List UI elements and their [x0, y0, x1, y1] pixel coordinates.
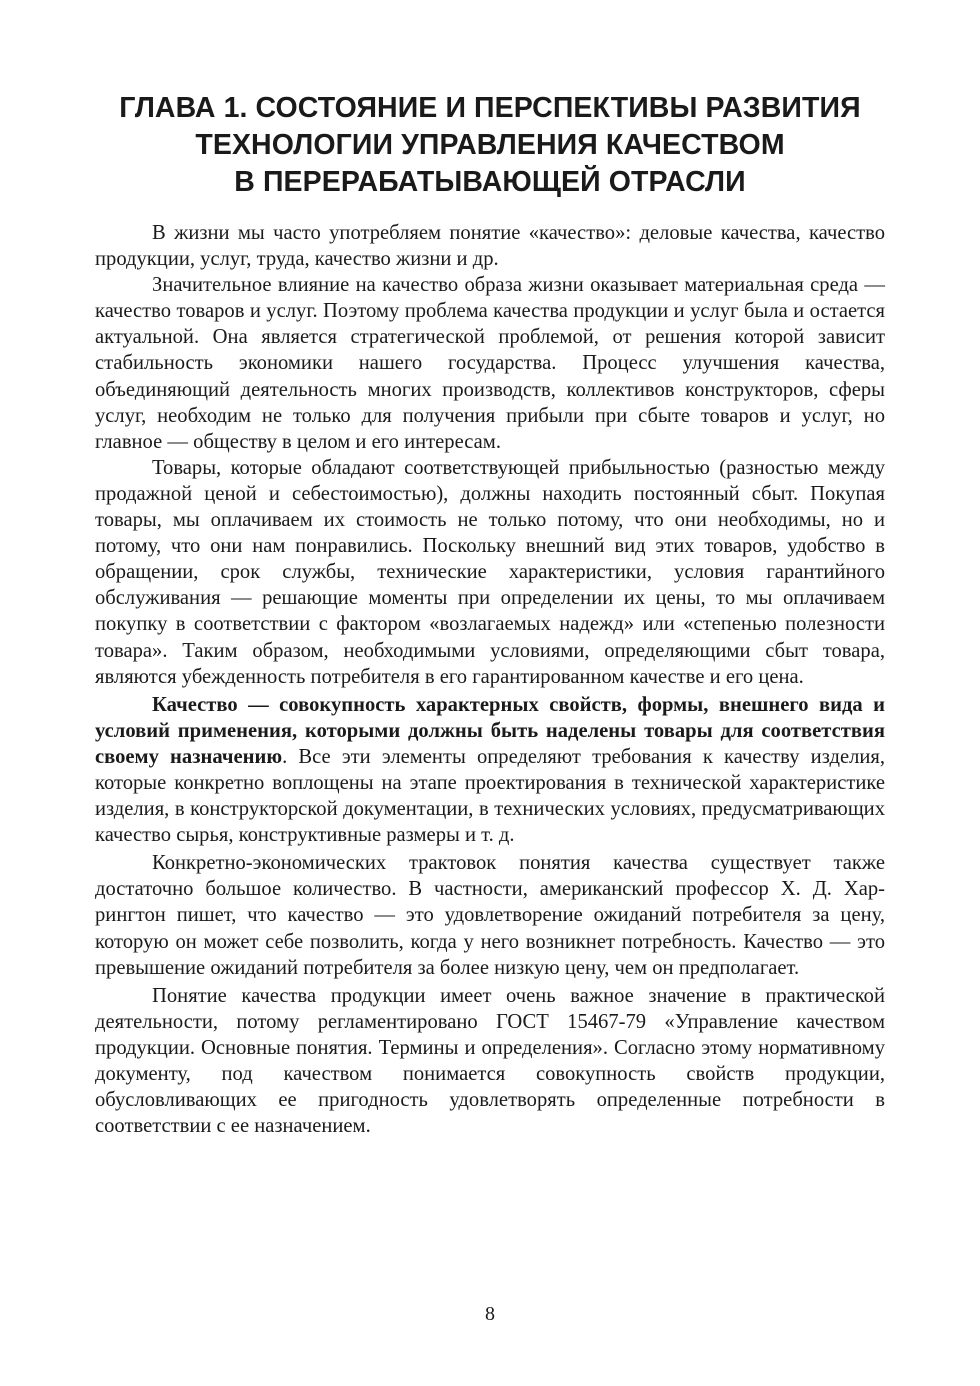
paragraph-5: Конкретно-экономических трактовок понятия качества существует также достаточно большое количество. В частности, американский профессор Х. Д. Харрингтон пишет, что качество — это удовлетворение ожиданий потребителя за цену, которую он может себе позволить, когда у него возникнет потребность. Качество — это превышение ожиданий потребителя за более низкую цену, чем он предполагает.: [95, 852, 885, 979]
paragraph-4-continuation: . Все эти элементы определяют требования к качеству изделия, которые конкретно воплощены на этапе проектирования в технической характеристике изделия, в конструкторской документации, в технических условиях, предусматривающих качество сырья, конструктивные размеры и т. д.: [95, 745, 885, 847]
paragraph-6: Понятие качества продукции имеет очень важное значение в практической деятельности, потому регламентировано ГОСТ 15467-79 «Управление качеством продукции. Основные понятия. Термины и определения». Согласно этому нормативному документу, под качеством понимается совокупность свойств продукции, обусловливающих ее пригодность удовлетворять определенные потребности в соответствии с ее назначением.: [95, 984, 885, 1138]
paragraph-1: В жизни мы часто употребляем понятие «качество»: деловые качества, качество продукции, услуг, труда, качество жизни и др.: [95, 222, 885, 271]
page-number: 8: [485, 1303, 495, 1325]
quality-definition-bold: Качество — совокупность характерных свойств, формы, внешнего вида и условий применения, которыми должны быть наделены товары для соответствия своему назначению: [95, 693, 885, 768]
chapter-title-line-2: ТЕХНОЛОГИИ УПРАВЛЕНИЯ КАЧЕСТВОМ: [195, 129, 785, 161]
chapter-title: [95, 90, 885, 201]
paragraph-2: Значительное влияние на качество образа жизни оказывает материальная среда — качество товаров и услуг. Поэтому проблема качества продукции и услуг была и остается актуальной. Она является стратегической проблемой, от решения которой зависит стабильность экономики нашего государства. Процесс улучшения качества, объединяющий деятельность многих производств, коллективов конструкторов, сферы услуг, необходим не только для получения прибыли при сбыте товаров и услуг, но главное — обществу в целом и его интересам.: [95, 274, 885, 453]
chapter-title-line-1: ГЛАВА 1. СОСТОЯНИЕ И ПЕРСПЕКТИВЫ РАЗВИТИЯ: [119, 92, 861, 124]
body-text: [95, 220, 885, 1139]
chapter-title-line-3: В ПЕРЕРАБАТЫВАЮЩЕЙ ОТРАСЛИ: [234, 166, 746, 198]
paragraph-4-definition: [95, 692, 885, 849]
paragraph-3: Товары, которые обладают соответствующей прибыльностью (разностью между продажной ценой и себестоимостью), должны находить постоянный сбыт. Покупая товары, мы оплачиваем их стоимость не только потому, что они необходимы, но и потому, что они нам понравились. Поскольку внешний вид этих товаров, удобство в обращении, срок службы, технические характеристики, условия гарантийного обслуживания — решающие моменты при определении их цены, то мы оплачиваем покупку в соответствии с фактором «возлагаемых надежд» или «степенью полезности товара». Таким образом, необходимыми условиями, определяющими сбыт товара, являются убежденность потребителя в его гарантированном качестве и его цена.: [95, 456, 885, 688]
document-page: [95, 90, 885, 1139]
